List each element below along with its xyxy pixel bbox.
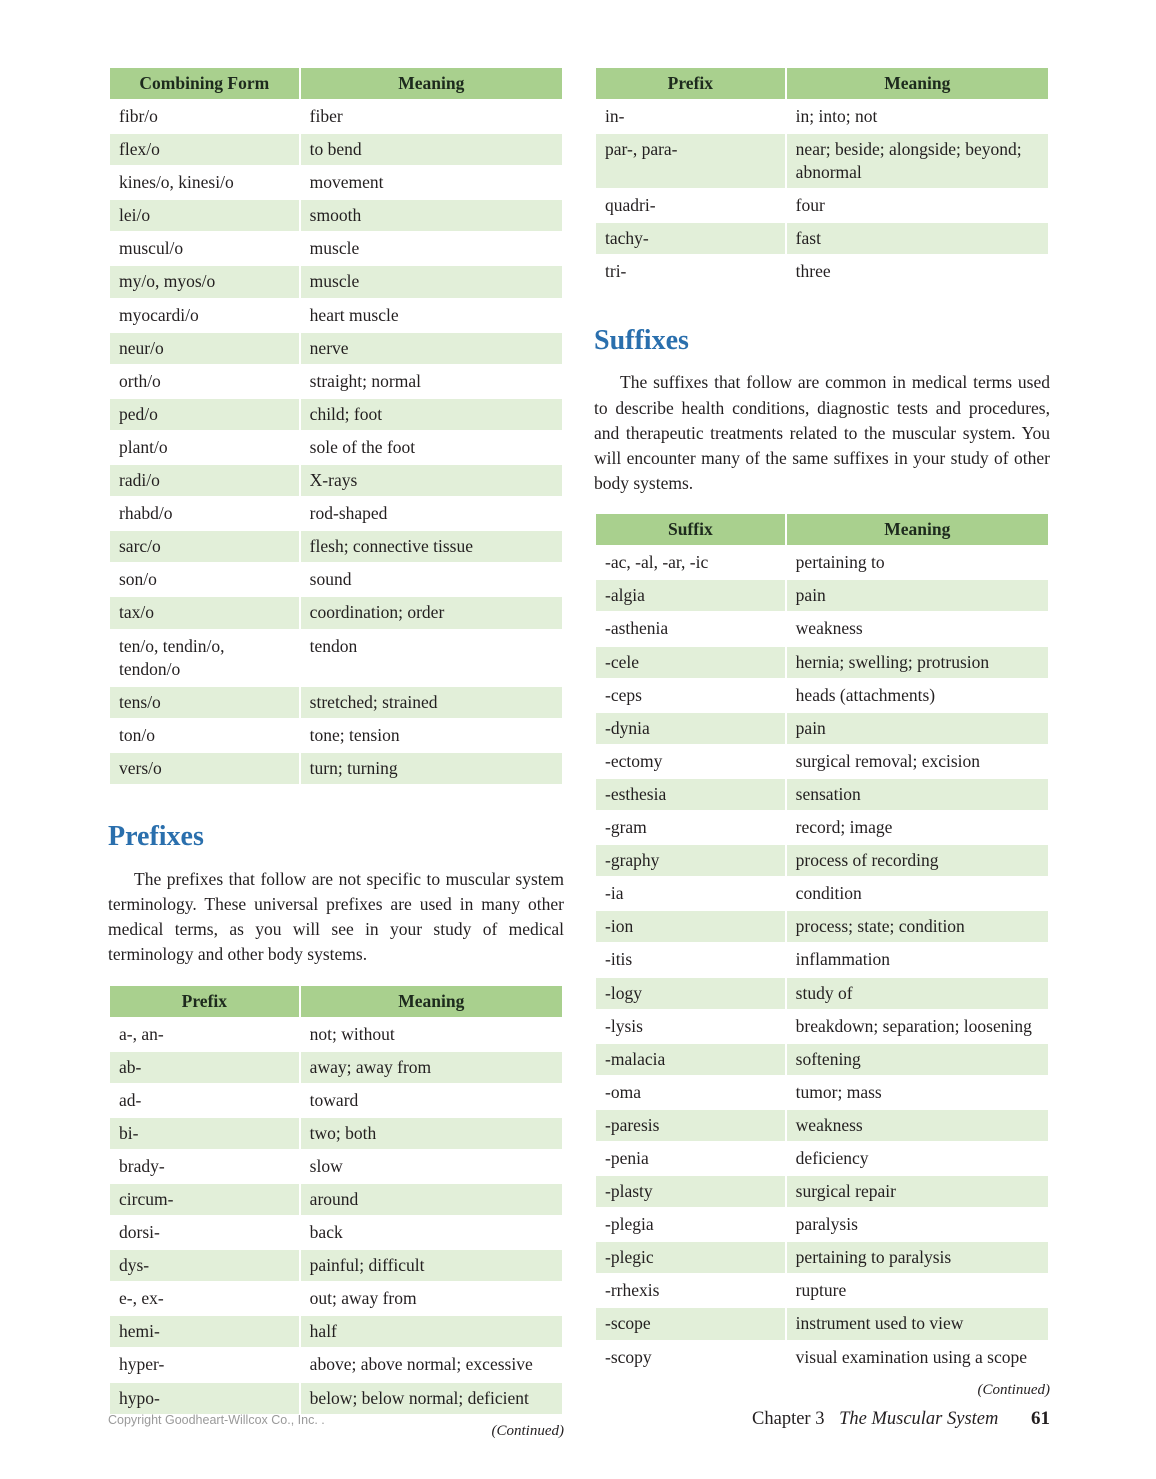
- table-row: [595, 844, 1049, 877]
- table-cell: rhabd/o: [109, 497, 300, 530]
- table-row: [595, 646, 1049, 679]
- column-header-meaning: Meaning: [786, 513, 1049, 546]
- table-cell: toward: [300, 1084, 563, 1117]
- table-row: [595, 1142, 1049, 1175]
- column-header-meaning: Meaning: [786, 67, 1049, 100]
- table-row: [595, 1109, 1049, 1142]
- table-row: [109, 365, 563, 398]
- table-cell: -rrhexis: [595, 1274, 786, 1307]
- table-cell: fibr/o: [109, 100, 300, 133]
- table-cell: condition: [786, 877, 1049, 910]
- table-row: [595, 222, 1049, 255]
- table-cell: vers/o: [109, 752, 300, 785]
- table-row: [109, 1249, 563, 1282]
- table-row: [595, 1175, 1049, 1208]
- table-cell: muscul/o: [109, 232, 300, 265]
- table-row: [109, 398, 563, 431]
- table-row: [595, 910, 1049, 943]
- table-cell: -oma: [595, 1076, 786, 1109]
- table-cell: -scopy: [595, 1341, 786, 1374]
- table-cell: -lysis: [595, 1010, 786, 1043]
- table-cell: -penia: [595, 1142, 786, 1175]
- table-cell: -cele: [595, 646, 786, 679]
- table-cell: kines/o, kinesi/o: [109, 166, 300, 199]
- table-cell: rod-shaped: [300, 497, 563, 530]
- table-row: [109, 265, 563, 298]
- table-cell: sarc/o: [109, 530, 300, 563]
- table-cell: in-: [595, 100, 786, 133]
- table-row: [109, 332, 563, 365]
- table-cell: dys-: [109, 1249, 300, 1282]
- table-cell: hyper-: [109, 1348, 300, 1381]
- column-header-prefix: Prefix: [595, 67, 786, 100]
- table-cell: -graphy: [595, 844, 786, 877]
- table-cell: sensation: [786, 778, 1049, 811]
- table-row: [595, 1307, 1049, 1340]
- table-cell: flesh; connective tissue: [300, 530, 563, 563]
- column-header-suffix: Suffix: [595, 513, 786, 546]
- table-cell: -algia: [595, 579, 786, 612]
- table-cell: dorsi-: [109, 1216, 300, 1249]
- table-cell: par-, para-: [595, 133, 786, 189]
- table-cell: hypo-: [109, 1382, 300, 1415]
- combining-form-table: [108, 66, 564, 786]
- table-cell: process of recording: [786, 844, 1049, 877]
- table-row: [595, 612, 1049, 645]
- table-row: [109, 1117, 563, 1150]
- page-footer: [108, 1408, 1050, 1430]
- table-cell: visual examination using a scope: [786, 1341, 1049, 1374]
- table-row: [109, 1018, 563, 1051]
- table-cell: -plegia: [595, 1208, 786, 1241]
- table-cell: neur/o: [109, 332, 300, 365]
- table-cell: rupture: [786, 1274, 1049, 1307]
- table-cell: painful; difficult: [300, 1249, 563, 1282]
- table-cell: two; both: [300, 1117, 563, 1150]
- table-cell: surgical removal; excision: [786, 745, 1049, 778]
- table-cell: fiber: [300, 100, 563, 133]
- table-cell: tens/o: [109, 686, 300, 719]
- book-title: The Muscular System: [839, 1409, 999, 1429]
- table-row: [595, 712, 1049, 745]
- table-cell: smooth: [300, 199, 563, 232]
- table-cell: a-, an-: [109, 1018, 300, 1051]
- table-header-row: [109, 67, 563, 100]
- table-cell: e-, ex-: [109, 1282, 300, 1315]
- table-cell: -paresis: [595, 1109, 786, 1142]
- table-row: [595, 133, 1049, 189]
- table-row: [595, 877, 1049, 910]
- table-cell: not; without: [300, 1018, 563, 1051]
- table-cell: around: [300, 1183, 563, 1216]
- table-row: [595, 943, 1049, 976]
- table-cell: -malacia: [595, 1043, 786, 1076]
- table-cell: nerve: [300, 332, 563, 365]
- table-row: [109, 299, 563, 332]
- table-cell: my/o, myos/o: [109, 265, 300, 298]
- table-cell: pertaining to: [786, 546, 1049, 579]
- table-cell: heads (attachments): [786, 679, 1049, 712]
- continued-note-left: (Continued): [491, 1422, 564, 1439]
- table-cell: ten/o, tendin/o, tendon/o: [109, 630, 300, 686]
- table-cell: muscle: [300, 265, 563, 298]
- table-cell: surgical repair: [786, 1175, 1049, 1208]
- table-cell: fast: [786, 222, 1049, 255]
- table-cell: near; beside; alongside; beyond; abnormal: [786, 133, 1049, 189]
- table-cell: away; away from: [300, 1051, 563, 1084]
- table-cell: -ion: [595, 910, 786, 943]
- table-cell: ad-: [109, 1084, 300, 1117]
- table-row: [595, 679, 1049, 712]
- table-cell: -ia: [595, 877, 786, 910]
- table-cell: -dynia: [595, 712, 786, 745]
- table-cell: hernia; swelling; protrusion: [786, 646, 1049, 679]
- table-cell: movement: [300, 166, 563, 199]
- table-cell: slow: [300, 1150, 563, 1183]
- table-cell: three: [786, 255, 1049, 288]
- table-row: [595, 546, 1049, 579]
- table-cell: -ectomy: [595, 745, 786, 778]
- table-cell: X-rays: [300, 464, 563, 497]
- prefixes-heading: Prefixes: [108, 820, 204, 852]
- table-cell: weakness: [786, 1109, 1049, 1142]
- table-row: [595, 1043, 1049, 1076]
- page-number: 61: [1031, 1408, 1050, 1429]
- table-cell: tendon: [300, 630, 563, 686]
- table-row: [109, 133, 563, 166]
- table-cell: circum-: [109, 1183, 300, 1216]
- table-cell: -logy: [595, 977, 786, 1010]
- table-cell: tri-: [595, 255, 786, 288]
- table-cell: heart muscle: [300, 299, 563, 332]
- table-cell: breakdown; separation; loosening: [786, 1010, 1049, 1043]
- table-cell: tone; tension: [300, 719, 563, 752]
- table-cell: tachy-: [595, 222, 786, 255]
- table-cell: to bend: [300, 133, 563, 166]
- table-cell: deficiency: [786, 1142, 1049, 1175]
- table-cell: turn; turning: [300, 752, 563, 785]
- column-header-meaning: Meaning: [300, 67, 563, 100]
- table-cell: tax/o: [109, 596, 300, 629]
- table-row: [595, 778, 1049, 811]
- table-cell: -asthenia: [595, 612, 786, 645]
- prefix-table-continued: [594, 66, 1050, 290]
- table-cell: half: [300, 1315, 563, 1348]
- table-row: [109, 431, 563, 464]
- table-cell: pain: [786, 712, 1049, 745]
- table-cell: plant/o: [109, 431, 300, 464]
- table-row: [595, 579, 1049, 612]
- table-row: [109, 1051, 563, 1084]
- table-cell: coordination; order: [300, 596, 563, 629]
- chapter-label: Chapter 3: [752, 1409, 825, 1429]
- table-row: [595, 1010, 1049, 1043]
- table-cell: brady-: [109, 1150, 300, 1183]
- table-cell: back: [300, 1216, 563, 1249]
- right-column: [594, 66, 1050, 1440]
- table-cell: bi-: [109, 1117, 300, 1150]
- table-row: [109, 596, 563, 629]
- table-row: [595, 1241, 1049, 1274]
- table-cell: muscle: [300, 232, 563, 265]
- table-header-row: [109, 985, 563, 1018]
- table-row: [595, 1341, 1049, 1374]
- column-header-meaning: Meaning: [300, 985, 563, 1018]
- table-row: [109, 232, 563, 265]
- table-cell: myocardi/o: [109, 299, 300, 332]
- table-cell: sole of the foot: [300, 431, 563, 464]
- table-row: [109, 1183, 563, 1216]
- table-cell: tumor; mass: [786, 1076, 1049, 1109]
- prefix-table: [108, 984, 564, 1416]
- table-cell: four: [786, 189, 1049, 222]
- table-cell: flex/o: [109, 133, 300, 166]
- table-row: [595, 255, 1049, 288]
- table-cell: -ceps: [595, 679, 786, 712]
- table-cell: above; above normal; excessive: [300, 1348, 563, 1381]
- table-header-row: [595, 67, 1049, 100]
- table-cell: lei/o: [109, 199, 300, 232]
- table-cell: -ac, -al, -ar, -ic: [595, 546, 786, 579]
- suffixes-heading: Suffixes: [594, 324, 689, 356]
- table-cell: pertaining to paralysis: [786, 1241, 1049, 1274]
- table-row: [109, 166, 563, 199]
- table-header-row: [595, 513, 1049, 546]
- table-row: [109, 1348, 563, 1381]
- table-cell: hemi-: [109, 1315, 300, 1348]
- table-cell: below; below normal; deficient: [300, 1382, 563, 1415]
- prefixes-paragraph: The prefixes that follow are not specific to muscular system terminology. These universal prefixes are used in many other medical terms, as you will see in your study of medical terminology and other body systems.: [108, 868, 564, 965]
- left-column: [108, 66, 564, 1440]
- table-cell: radi/o: [109, 464, 300, 497]
- table-row: [109, 752, 563, 785]
- table-cell: inflammation: [786, 943, 1049, 976]
- table-row: [595, 100, 1049, 133]
- table-cell: ton/o: [109, 719, 300, 752]
- table-cell: ped/o: [109, 398, 300, 431]
- table-cell: -scope: [595, 1307, 786, 1340]
- table-row: [595, 1208, 1049, 1241]
- suffixes-paragraph: The suffixes that follow are common in medical terms used to describe health conditions, diagnostic tests and procedures, and therapeutic treatments related to the muscular system. You will encounter many of the same suffixes in your study of other body systems.: [594, 372, 1050, 494]
- table-row: [109, 686, 563, 719]
- table-row: [109, 719, 563, 752]
- table-cell: process; state; condition: [786, 910, 1049, 943]
- table-row: [109, 497, 563, 530]
- table-cell: softening: [786, 1043, 1049, 1076]
- table-cell: study of: [786, 977, 1049, 1010]
- table-cell: -gram: [595, 811, 786, 844]
- table-row: [109, 563, 563, 596]
- table-cell: stretched; strained: [300, 686, 563, 719]
- continued-note-right: (Continued): [977, 1381, 1050, 1398]
- table-row: [109, 464, 563, 497]
- table-cell: in; into; not: [786, 100, 1049, 133]
- column-header-prefix: Prefix: [109, 985, 300, 1018]
- table-row: [595, 811, 1049, 844]
- table-row: [595, 189, 1049, 222]
- table-row: [109, 1216, 563, 1249]
- table-cell: quadri-: [595, 189, 786, 222]
- table-cell: son/o: [109, 563, 300, 596]
- table-row: [109, 199, 563, 232]
- suffix-table: [594, 512, 1050, 1374]
- column-header-combining-form: Combining Form: [109, 67, 300, 100]
- table-row: [595, 745, 1049, 778]
- table-cell: -plegic: [595, 1241, 786, 1274]
- table-cell: -esthesia: [595, 778, 786, 811]
- table-cell: -itis: [595, 943, 786, 976]
- prefix-table-continued-body: [595, 100, 1049, 289]
- table-cell: child; foot: [300, 398, 563, 431]
- table-cell: ab-: [109, 1051, 300, 1084]
- table-cell: pain: [786, 579, 1049, 612]
- table-cell: sound: [300, 563, 563, 596]
- table-row: [109, 630, 563, 686]
- table-cell: paralysis: [786, 1208, 1049, 1241]
- table-row: [109, 530, 563, 563]
- table-row: [595, 1076, 1049, 1109]
- combining-form-table-body: [109, 100, 563, 785]
- table-cell: weakness: [786, 612, 1049, 645]
- copyright-notice: Copyright Goodheart-Willcox Co., Inc. .: [108, 1413, 325, 1427]
- table-cell: orth/o: [109, 365, 300, 398]
- table-cell: instrument used to view: [786, 1307, 1049, 1340]
- table-row: [109, 1282, 563, 1315]
- table-row: [109, 1150, 563, 1183]
- table-cell: record; image: [786, 811, 1049, 844]
- table-cell: -plasty: [595, 1175, 786, 1208]
- table-row: [109, 1084, 563, 1117]
- table-cell: straight; normal: [300, 365, 563, 398]
- chapter-footer: [752, 1408, 1050, 1430]
- table-row: [595, 977, 1049, 1010]
- table-cell: out; away from: [300, 1282, 563, 1315]
- prefix-table-body: [109, 1018, 563, 1415]
- table-row: [595, 1274, 1049, 1307]
- suffix-table-body: [595, 546, 1049, 1373]
- two-column-layout: [108, 66, 1050, 1440]
- table-row: [109, 100, 563, 133]
- table-row: [109, 1315, 563, 1348]
